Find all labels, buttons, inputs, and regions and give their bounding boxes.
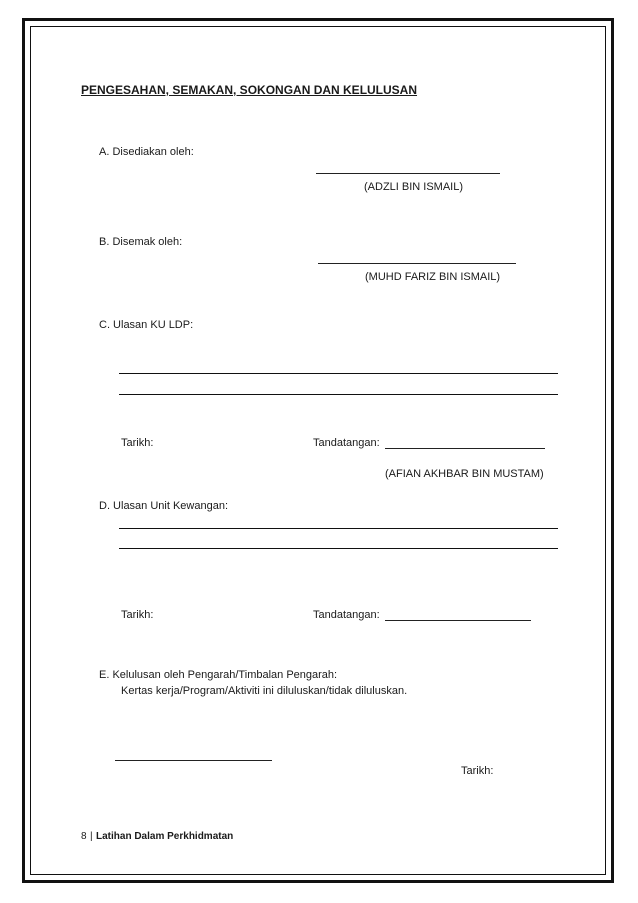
footer-title: Latihan Dalam Perkhidmatan: [96, 831, 234, 842]
section-c-label: C. Ulasan KU LDP:: [99, 319, 194, 331]
footer-page-number: 8: [81, 831, 87, 842]
section-b-name: (MUHD FARIZ BIN ISMAIL): [365, 271, 501, 283]
section-a-signature-line[interactable]: [316, 173, 500, 174]
section-d-signature-label: Tandatangan:: [313, 609, 380, 621]
section-c-name: (AFIAN AKHBAR BIN MUSTAM): [385, 468, 544, 480]
section-d-date-label: Tarikh:: [121, 609, 154, 621]
section-d-comment-line-1[interactable]: [119, 528, 558, 529]
section-a-label: A. Disediakan oleh:: [99, 146, 194, 158]
section-a-name: (ADZLI BIN ISMAIL): [364, 181, 464, 193]
section-c-date-label: Tarikh:: [121, 437, 154, 449]
form-heading: PENGESAHAN, SEMAKAN, SOKONGAN DAN KELULUSAN: [81, 83, 418, 97]
section-e-date-label: Tarikh:: [461, 765, 494, 777]
section-d-comment-line-2[interactable]: [119, 548, 558, 549]
section-b-signature-line[interactable]: [318, 263, 516, 264]
section-c-comment-line-1[interactable]: [119, 373, 558, 374]
section-e-label: E. Kelulusan oleh Pengarah/Timbalan Pengarah:: [99, 669, 338, 681]
section-d-signature-line[interactable]: [385, 620, 531, 621]
section-c-comment-line-2[interactable]: [119, 394, 558, 395]
section-c-signature-line[interactable]: [385, 448, 545, 449]
section-d-label: D. Ulasan Unit Kewangan:: [99, 500, 229, 512]
section-b-label: B. Disemak oleh:: [99, 236, 183, 248]
footer-separator: |: [90, 831, 93, 842]
section-c-signature-label: Tandatangan:: [313, 437, 380, 449]
section-e-signature-line[interactable]: [115, 760, 272, 761]
section-e-statement: Kertas kerja/Program/Aktiviti ini diluluskan/tidak diluluskan.: [121, 685, 408, 697]
